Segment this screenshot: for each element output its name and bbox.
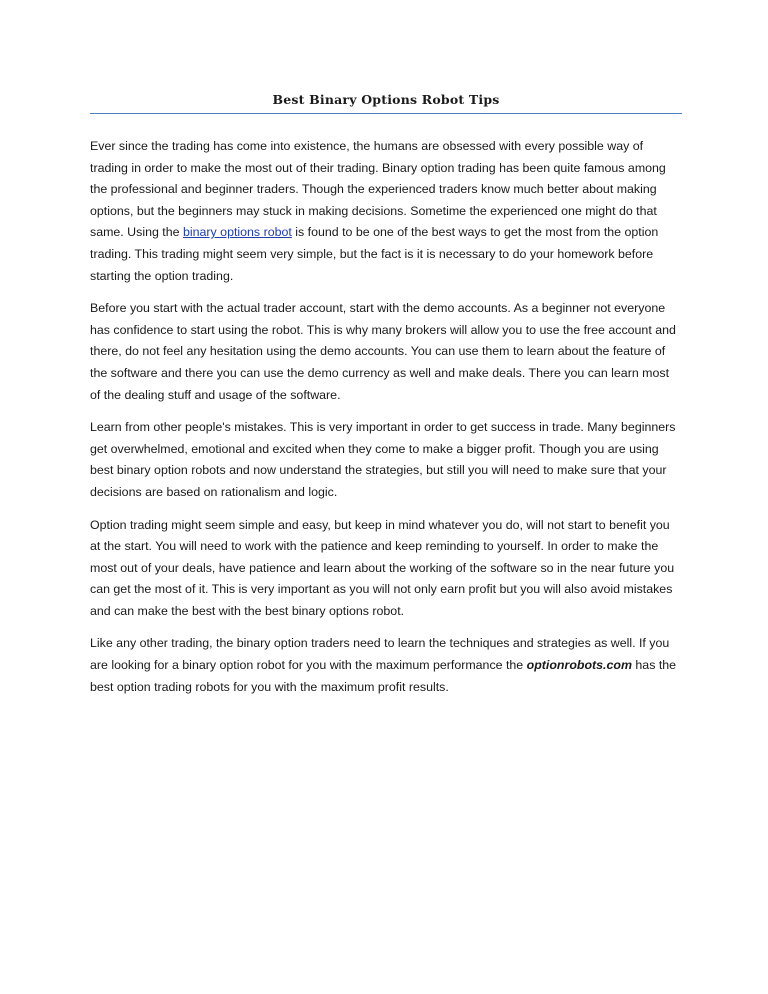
title-underline-rule xyxy=(90,113,682,114)
document-page xyxy=(90,92,682,709)
document-title: Best Binary Options Robot Tips xyxy=(272,92,500,107)
paragraph-3: Learn from other people's mistakes. This is very important in order to get success in trade. Many beginners get overwhelmed, emotional and excited when they come to make a bigger profit. Though you are using best binary option robots and now understand the strategies, but still you will need to make sure that your decisions are based on rationalism and logic. xyxy=(90,420,676,499)
paragraph-1-text-before: Ever since the trading has come into existence, the humans are obsessed with every possible way of trading in order to make the most out of their trading. Binary option trading has been quite famous among the professional and beginner traders. Though the experienced traders know much better about making options, but the beginners may stuck in making decisions. Sometime the experienced one might do that same. Using the xyxy=(90,139,666,240)
paragraph-5 xyxy=(90,633,682,698)
paragraph-5-text-after: has the best option trading robots for you with the maximum profit results. xyxy=(90,658,677,694)
binary-options-robot-link[interactable]: binary options robot xyxy=(182,225,292,240)
paragraph-2: Before you start with the actual trader account, start with the demo accounts. As a beginner not everyone has confidence to start using the robot. This is why many brokers will allow you to use the free account and there, do not feel any hesitation using the demo accounts. You can use them to learn about the feature of the software and there you can use the demo currency as well and make deals. There you can learn most of the dealing stuff and usage of the software. xyxy=(90,301,676,402)
paragraph-4: Option trading might seem simple and easy, but keep in mind whatever you do, will not start to benefit you at the start. You will need to work with the patience and keep reminding to yourself. In order to make the most out of your deals, have patience and learn about the working of the software so in the near future you can get the most of it. This is very important as you will not only earn profit but you will also avoid mistakes and can make the best with the best binary options robot. xyxy=(90,517,675,618)
optionrobots-brand-link[interactable]: optionrobots.com xyxy=(526,658,632,673)
paragraph-1 xyxy=(90,136,682,287)
paragraph-5-text-before: Like any other trading, the binary option traders need to learn the techniques and strategies as well. If you are looking for a binary option robot for you with the maximum performance the xyxy=(90,636,670,673)
paragraph-1-text-after: is found to be one of the best ways to get the most from the option trading. This trading might seem very simple, but the fact is it is necessary to do your homework before starting the option trading. xyxy=(90,225,659,283)
